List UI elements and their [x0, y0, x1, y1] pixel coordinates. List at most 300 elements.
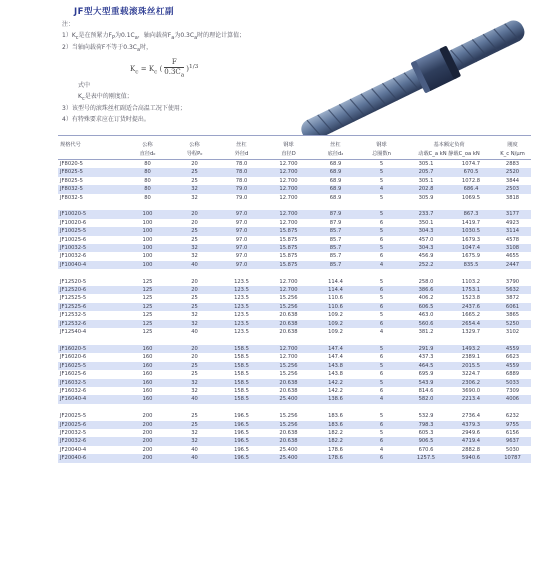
table-row: [58, 185, 531, 193]
cell-model: JF8032-5: [60, 194, 83, 201]
cell-ph: 32: [171, 185, 218, 193]
table-row: [58, 303, 531, 311]
cell-dw: 15.256: [279, 371, 298, 378]
cell-n: 4: [359, 261, 404, 269]
cell-ca: 291.9: [404, 345, 448, 353]
cell-kc: 6156: [505, 429, 520, 436]
cell-d0: 100: [142, 236, 153, 243]
cell-d2: 182.2: [328, 429, 343, 436]
cell-coa: 1419.7: [461, 219, 481, 226]
cell-model: JF20040-4: [60, 446, 87, 453]
col-model-sub: [58, 148, 124, 160]
cell-d: 97.0: [235, 253, 248, 260]
cell-ph: 20: [191, 219, 198, 226]
cell-dw: 12.700: [279, 219, 298, 226]
cell-kc: 3790: [505, 278, 520, 285]
cell-dw: 12.700: [279, 354, 298, 361]
cell-ph: 20: [191, 161, 198, 167]
cell-d0: 80: [144, 194, 151, 201]
cell-d: 78.0: [235, 177, 248, 184]
cell-coa: 1753.1: [448, 286, 494, 294]
cell-d0: 100: [124, 261, 171, 269]
table-header-row-1: [58, 136, 531, 149]
cell-kc: 4923: [505, 219, 520, 226]
cell-d2: 143.8: [328, 371, 343, 378]
cell-model: JF10032-6: [60, 253, 87, 260]
cell-ca: 305.1: [418, 161, 434, 167]
cell-ca: 543.9: [404, 379, 448, 387]
cell-dw: 15.875: [265, 261, 312, 269]
cell-kc: 3102: [505, 329, 520, 336]
cell-n: 6: [359, 303, 404, 311]
cell-d: 123.5: [234, 312, 249, 319]
cell-model: JF20032-5: [60, 429, 87, 436]
cell-ca: 798.3: [404, 421, 448, 429]
cell-ca: 406.2: [418, 295, 434, 302]
cell-model: JF16040-4: [58, 395, 124, 403]
col-d0-top: 公称: [124, 136, 171, 149]
table-row: [58, 219, 531, 227]
cell-model: JF12520-6: [58, 286, 124, 294]
cell-coa: 2437.6: [448, 303, 494, 311]
cell-d0: 125: [124, 303, 171, 311]
cell-d0: 200: [142, 429, 153, 436]
cell-d0: 80: [144, 177, 151, 184]
cell-d2: 68.9: [312, 185, 359, 193]
table-row: [58, 345, 531, 353]
cell-d0: 160: [142, 354, 153, 361]
cell-ca: 457.0: [418, 236, 434, 243]
cell-n: 6: [359, 320, 404, 328]
cell-d0: 125: [142, 329, 153, 336]
col-n-sub: 总圈数n: [359, 148, 404, 160]
cell-d2: 178.6: [312, 454, 359, 462]
cell-coa: 1493.2: [448, 345, 494, 353]
table-row: [58, 328, 531, 336]
cell-ca: 252.2: [404, 261, 448, 269]
cell-kc: 4578: [505, 236, 520, 243]
cell-d0: 100: [142, 253, 153, 260]
cell-ph: 40: [171, 261, 218, 269]
cell-ca: 463.0: [418, 312, 434, 319]
cell-model: JF16020-6: [60, 354, 87, 361]
cell-d: 97.0: [235, 219, 248, 226]
cell-kc: 5033: [494, 379, 531, 387]
cell-d0: 200: [142, 446, 153, 453]
cell-d: 97.0: [235, 236, 248, 243]
cell-d: 79.0: [235, 194, 248, 201]
cell-ph: 25: [191, 236, 198, 243]
table-row: [58, 294, 531, 302]
cell-d: 158.5: [218, 362, 265, 370]
cell-ca: 605.3: [418, 429, 434, 436]
cell-d2: 142.2: [328, 387, 343, 394]
cell-ca: 233.7: [404, 210, 448, 218]
cell-dw: 12.700: [279, 278, 298, 285]
table-row: [58, 387, 531, 395]
cell-coa: 1523.8: [461, 295, 481, 302]
cell-dw: 15.875: [265, 244, 312, 252]
cell-d0: 200: [124, 454, 171, 462]
cell-d: 97.0: [218, 210, 265, 218]
cell-d: 123.5: [234, 295, 249, 302]
cell-dw: 20.638: [279, 329, 298, 336]
col-ph-sub: 导程P₀: [171, 148, 218, 160]
cell-kc: 4006: [494, 395, 531, 403]
cell-kc: 3865: [505, 312, 520, 319]
cell-dw: 20.638: [279, 387, 298, 394]
cell-ca: 304.3: [404, 227, 448, 235]
cell-model: JF12540-4: [60, 329, 87, 336]
col-n-top: 钢球: [359, 136, 404, 149]
cell-coa: 1030.5: [448, 227, 494, 235]
table-row: [58, 362, 531, 370]
cell-dw: 25.400: [265, 395, 312, 403]
cell-dw: 15.875: [265, 227, 312, 235]
cell-d0: 200: [124, 437, 171, 445]
col-load-sub: 动载C_a kN 静载C_oa kN: [404, 148, 494, 160]
cell-d0: 125: [124, 286, 171, 294]
table-header-row-2: [58, 148, 531, 160]
cell-d2: 142.2: [312, 379, 359, 387]
cell-n: 4: [379, 446, 384, 453]
cell-model: JF16025-6: [60, 371, 87, 378]
cell-n: 6: [379, 387, 384, 394]
cell-n: 5: [379, 278, 384, 285]
cell-d2: 178.6: [328, 446, 343, 453]
cell-d0: 160: [124, 395, 171, 403]
col-d0-sub: 直径d₀: [124, 148, 171, 160]
cell-d2: 85.7: [312, 244, 359, 252]
cell-coa: 867.3: [448, 210, 494, 218]
cell-n: 6: [379, 354, 384, 361]
table-body: [58, 160, 531, 463]
table-row: [58, 286, 531, 294]
note-4: 4）有特殊要求应在订货时提出。: [62, 115, 150, 123]
cell-model: JF10020-5: [58, 210, 124, 218]
cell-ph: 25: [171, 362, 218, 370]
cell-d: 123.5: [234, 329, 249, 336]
table-row: [58, 412, 531, 420]
cell-dw: 15.256: [279, 413, 298, 420]
cell-ph: 40: [171, 395, 218, 403]
cell-ca: 532.9: [418, 413, 434, 420]
cell-kc: 9755: [494, 421, 531, 429]
cell-ph: 25: [171, 421, 218, 429]
table-row: [58, 379, 531, 387]
cell-d: 97.0: [218, 227, 265, 235]
table-row: [58, 177, 531, 185]
cell-kc: 5632: [494, 286, 531, 294]
cell-n: 5: [379, 194, 384, 201]
cell-n: 5: [379, 312, 384, 319]
cell-d: 158.5: [218, 345, 265, 353]
stiffness-formula: $K_c = K_c$ ( $\frac{F}{0.3C_a}$ )$^{1/3}$: [130, 58, 199, 79]
cell-dw: 20.638: [279, 429, 298, 436]
cell-coa: 1069.5: [461, 194, 481, 201]
cell-d: 158.5: [218, 379, 265, 387]
cell-model: JF10032-5: [58, 244, 124, 252]
cell-n: 6: [379, 371, 384, 378]
note-kc: $K_c$是表中的刚度值；: [78, 92, 133, 102]
cell-ph: 20: [191, 278, 198, 285]
cell-kc: 4655: [505, 253, 520, 260]
cell-d0: 125: [124, 320, 171, 328]
cell-dw: 12.700: [265, 345, 312, 353]
cell-d0: 160: [142, 371, 153, 378]
cell-dw: 15.256: [265, 303, 312, 311]
cell-model: JF12532-6: [58, 320, 124, 328]
cell-model: JF8032-5: [58, 185, 124, 193]
notes-head: 注：: [62, 21, 75, 28]
cell-dw: 20.638: [265, 437, 312, 445]
cell-dw: 15.256: [279, 295, 298, 302]
notes-block-2: [62, 81, 322, 125]
cell-ph: 20: [171, 345, 218, 353]
cell-ph: 40: [191, 446, 198, 453]
cell-model: JF16025-5: [58, 362, 124, 370]
cell-d: 123.5: [218, 320, 265, 328]
cell-model: JF12520-5: [60, 278, 87, 285]
cell-kc: 2520: [494, 168, 531, 176]
cell-ca: 606.5: [404, 303, 448, 311]
cell-dw: 12.700: [279, 194, 298, 201]
table-row: [58, 236, 531, 244]
cell-coa: 670.5: [448, 168, 494, 176]
cell-n: 5: [379, 161, 384, 167]
cell-d2: 68.9: [329, 194, 342, 201]
cell-n: 5: [379, 413, 384, 420]
cell-ca: 695.9: [418, 371, 434, 378]
cell-dw: 20.638: [265, 379, 312, 387]
table-row: [58, 227, 531, 235]
cell-d2: 68.9: [329, 177, 342, 184]
cell-ca: 304.3: [404, 244, 448, 252]
cell-d: 158.5: [218, 395, 265, 403]
cell-n: 6: [379, 219, 384, 226]
cell-model: JF12525-5: [60, 295, 87, 302]
cell-n: 5: [359, 379, 404, 387]
cell-d0: 160: [124, 362, 171, 370]
cell-ph: 25: [171, 303, 218, 311]
cell-d0: 160: [124, 345, 171, 353]
cell-dw: 15.875: [279, 253, 298, 260]
formula-fraction: $\frac{F}{0.3C_a}$: [164, 58, 185, 79]
col-dw-sub: 直径D: [265, 148, 312, 160]
cell-d0: 160: [142, 387, 153, 394]
col-ph-top: 公称: [171, 136, 218, 149]
cell-d0: 200: [142, 413, 153, 420]
cell-d2: 110.6: [312, 303, 359, 311]
cell-d: 158.5: [234, 387, 249, 394]
cell-d: 196.5: [234, 429, 249, 436]
cell-coa: 1665.2: [461, 312, 481, 319]
cell-ph: 32: [171, 379, 218, 387]
table-row: [58, 353, 531, 361]
cell-coa: 2213.4: [448, 395, 494, 403]
col-dw-top: 钢球: [265, 136, 312, 149]
col-d-top: 丝杠: [218, 136, 265, 149]
cell-kc: 6889: [505, 371, 520, 378]
cell-coa: 3690.0: [461, 387, 481, 394]
cell-ca: 456.9: [418, 253, 434, 260]
cell-model: JF16032-6: [60, 387, 87, 394]
cell-ca: 464.5: [404, 362, 448, 370]
cell-ca: 386.6: [404, 286, 448, 294]
cell-dw: 25.400: [279, 446, 298, 453]
col-kc-top: 刚度: [494, 136, 531, 149]
cell-coa: 686.4: [448, 185, 494, 193]
cell-ca: 582.0: [404, 395, 448, 403]
cell-kc: 7309: [505, 387, 520, 394]
table-row: [58, 160, 531, 169]
cell-n: 6: [359, 286, 404, 294]
cell-coa: 1074.7: [461, 161, 481, 167]
cell-kc: 3844: [505, 177, 520, 184]
table-row: [58, 454, 531, 462]
cell-n: 5: [359, 345, 404, 353]
cell-coa: 4379.3: [448, 421, 494, 429]
cell-kc: 5030: [505, 446, 520, 453]
cell-d2: 85.7: [329, 253, 342, 260]
cell-coa: 2949.6: [461, 429, 481, 436]
cell-ph: 32: [171, 320, 218, 328]
cell-dw: 15.256: [265, 421, 312, 429]
cell-d: 158.5: [234, 354, 249, 361]
cell-d: 158.5: [234, 371, 249, 378]
cell-d0: 100: [142, 219, 153, 226]
cell-model: JF20040-6: [58, 454, 124, 462]
cell-kc: 3108: [494, 244, 531, 252]
cell-model: JF10020-6: [60, 219, 87, 226]
cell-ph: 32: [171, 244, 218, 252]
cell-coa: 1103.2: [461, 278, 481, 285]
cell-model: JF10025-6: [60, 236, 87, 243]
cell-d2: 114.4: [328, 278, 343, 285]
table-row: [58, 210, 531, 218]
cell-dw: 12.700: [265, 286, 312, 294]
table-row: [58, 261, 531, 269]
cell-n: 4: [379, 329, 384, 336]
cell-d: 196.5: [218, 421, 265, 429]
cell-ca: 381.2: [418, 329, 434, 336]
cell-kc: 2503: [494, 185, 531, 193]
cell-d0: 125: [142, 278, 153, 285]
cell-ph: 20: [171, 210, 218, 218]
table-row: [58, 437, 531, 445]
cell-kc: 9637: [494, 437, 531, 445]
cell-d0: 125: [142, 312, 153, 319]
table-gap-row: [58, 202, 531, 210]
cell-d: 123.5: [234, 278, 249, 285]
cell-d: 78.0: [218, 168, 265, 176]
cell-kc: 2447: [494, 261, 531, 269]
table-row: [58, 370, 531, 378]
cell-ph: 25: [191, 295, 198, 302]
cell-model: JF20032-6: [58, 437, 124, 445]
cell-ph: 40: [191, 329, 198, 336]
table-gap-row: [58, 337, 531, 345]
cell-d0: 100: [124, 244, 171, 252]
note-3: 3）该型号的滚珠丝杠副适合高温工况下使用；: [62, 105, 186, 113]
cell-n: 5: [359, 168, 404, 176]
table-row: [58, 278, 531, 286]
cell-dw: 12.700: [265, 168, 312, 176]
cell-dw: 12.700: [279, 161, 298, 167]
cell-model: JF12532-5: [60, 312, 87, 319]
cell-d2: 87.9: [312, 210, 359, 218]
cell-d2: 147.4: [328, 354, 343, 361]
cell-kc: 3114: [494, 227, 531, 235]
cell-kc: 6061: [494, 303, 531, 311]
cell-n: 5: [359, 362, 404, 370]
col-d2-sub: 底径d₂: [312, 148, 359, 160]
cell-d: 97.0: [218, 244, 265, 252]
cell-dw: 20.638: [265, 320, 312, 328]
table-row: [58, 311, 531, 319]
cell-model: JF16020-5: [58, 345, 124, 353]
cell-coa: 1072.8: [461, 177, 481, 184]
cell-dw: 12.700: [265, 185, 312, 193]
cell-ph: 25: [191, 371, 198, 378]
cell-d: 78.0: [235, 161, 248, 167]
cell-dw: 12.700: [265, 210, 312, 218]
cell-d0: 80: [144, 161, 151, 167]
cell-d: 196.5: [234, 446, 249, 453]
cell-d0: 80: [124, 168, 171, 176]
cell-ca: 437.3: [418, 354, 434, 361]
table-row: [58, 252, 531, 260]
cell-ca: 305.1: [418, 177, 434, 184]
cell-kc: 5250: [494, 320, 531, 328]
cell-n: 4: [359, 185, 404, 193]
cell-ca: 1257.5: [404, 454, 448, 462]
cell-model: JF12525-6: [58, 303, 124, 311]
table-gap-row: [58, 404, 531, 412]
cell-ca: 205.7: [404, 168, 448, 176]
cell-model: JF16032-5: [58, 379, 124, 387]
cell-ph: 32: [191, 194, 198, 201]
cell-d0: 160: [124, 379, 171, 387]
cell-d2: 110.6: [328, 295, 343, 302]
cell-dw: 15.256: [265, 362, 312, 370]
cell-n: 5: [379, 429, 384, 436]
table-gap-row: [58, 269, 531, 277]
cell-n: 5: [379, 177, 384, 184]
cell-model: JF8020-5: [60, 161, 83, 167]
cell-d0: 125: [142, 295, 153, 302]
cell-dw: 15.875: [279, 236, 298, 243]
col-kc-sub: K_c N/μm: [494, 148, 531, 160]
cell-n: 6: [359, 437, 404, 445]
cell-d: 196.5: [218, 437, 265, 445]
table-row: [58, 421, 531, 429]
col-d-sub: 外径d: [218, 148, 265, 160]
cell-d0: 100: [124, 227, 171, 235]
cell-kc: 10787: [494, 454, 531, 462]
cell-dw: 12.700: [279, 177, 298, 184]
cell-d2: 143.8: [312, 362, 359, 370]
cell-ph: 20: [171, 286, 218, 294]
cell-d0: 80: [124, 185, 171, 193]
spec-table: [58, 135, 531, 463]
cell-coa: 4719.4: [448, 437, 494, 445]
cell-coa: 1047.4: [448, 244, 494, 252]
cell-model: JF10025-5: [58, 227, 124, 235]
cell-dw: 25.400: [265, 454, 312, 462]
table-row: [58, 194, 531, 202]
cell-coa: 2389.1: [461, 354, 481, 361]
